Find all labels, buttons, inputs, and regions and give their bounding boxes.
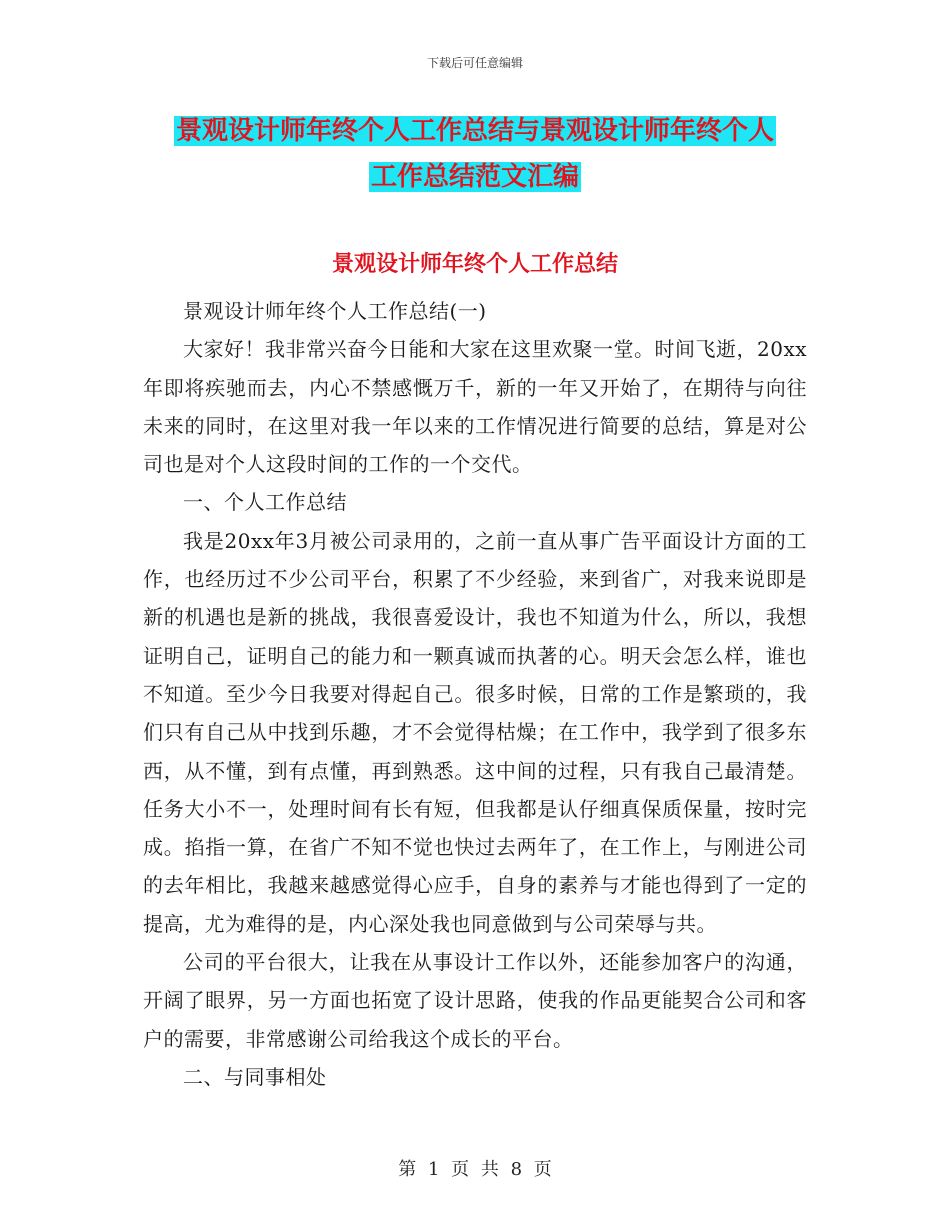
paragraph-heading: 景观设计师年终个人工作总结(一)	[183, 299, 487, 323]
title-line-1: 景观设计师年终个人工作总结与景观设计师年终个人	[175, 116, 774, 146]
header-note: 下载后可任意编辑	[426, 56, 523, 70]
title-line-2: 工作总结范文汇编	[370, 162, 579, 192]
paragraph: 大家好！我非常兴奋今日能和大家在这里欢聚一堂。时间飞逝，20xx年即将疾驰而去，内心不禁感慨万千，新的一年又开始了，在期待与向往未来的同时，在这里对我一年以来的工作情况进行简要的总结，算是对公司也是对个人这段时间的工作的一个交代。	[143, 337, 808, 477]
body-text	[143, 292, 807, 1096]
section-title: 景观设计师年终个人工作总结	[331, 252, 618, 277]
paragraph-heading: 一、个人工作总结	[183, 490, 347, 515]
page-number: 第 1 页 共 8 页	[398, 1159, 552, 1180]
document-title	[140, 108, 810, 200]
paragraph: 公司的平台很大，让我在从事设计工作以外，还能参加客户的沟通，开阔了眼界，另一方面也拓宽了设计思路，使我的作品更能契合公司和客户的需要，非常感谢公司给我这个成长的平台。	[143, 950, 807, 1051]
paragraph: 我是20xx年3月被公司录用的，之前一直从事广告平面设计方面的工作，也经历过不少公司平台，积累了不少经验，来到省广，对我来说即是新的机遇也是新的挑战，我很喜爱设计，我也不知道为什么，所以，我想证明自己，证明自己的能力和一颗真诚而执著的心。明天会怎么样，谁也不知道。至少今日我要对得起自己。很多时候，日常的工作是繁琐的，我们只有自己从中找到乐趣，才不会觉得枯燥；在工作中，我学到了很多东西，从不懂，到有点懂，再到熟悉。这中间的过程，只有我自己最清楚。任务大小不一，处理时间有长有短，但我都是认仔细真保质保量，按时完成。掐指一算，在省广不知不觉也快过去两年了，在工作上，与刚进公司的去年相比，我越来越感觉得心应手，自身的素养与才能也得到了一定的提高，尤为难得的是，内心深处我也同意做到与公司荣辱与共。	[143, 528, 807, 936]
paragraph-heading: 二、与同事相处	[183, 1064, 327, 1089]
